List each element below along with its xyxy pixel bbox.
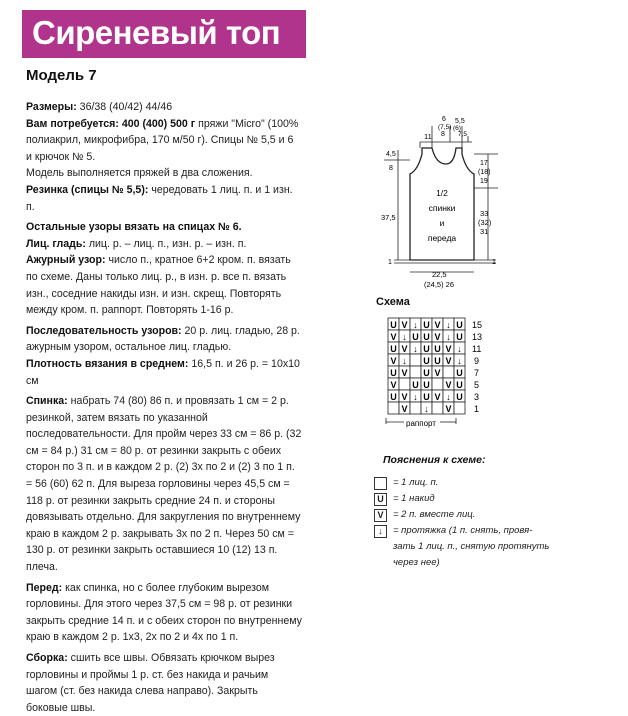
- dim-top-5-5: 5,5: [455, 118, 465, 125]
- title-banner: [22, 10, 306, 58]
- dim-top-7-5: (7,5): [438, 124, 452, 131]
- front-label: Перед:: [26, 581, 63, 594]
- stitch-chart: [384, 314, 494, 434]
- lace-label: Ажурный узор:: [26, 254, 106, 267]
- row-num-11: 11: [472, 344, 482, 354]
- dim-bottom-22-5: 22,5: [432, 270, 447, 279]
- chart-symbol: V: [401, 320, 408, 330]
- chart-symbol: V: [445, 344, 452, 354]
- chart-symbol: ↓: [446, 320, 451, 330]
- chart-symbol: U: [412, 332, 419, 342]
- sequence-label: Последовательность узоров:: [26, 324, 182, 337]
- chart-symbol: U: [423, 332, 430, 342]
- assembly-value: сшить все швы. Обвязать крючком вырез горловины и проймы 1 р. ст. без накида и рачьим шагом (ст. без накида слева направо). Закрыть боковые швы.: [26, 652, 275, 714]
- materials-label: Вам потребуется: 400 (400) 500 г: [26, 117, 196, 130]
- sequence-value: 20 р. лиц. гладью, 28 р. ажурным узором, остальное лиц. гладью.: [26, 324, 300, 354]
- chart-symbol: ↓: [446, 392, 451, 402]
- chart-symbol: V: [390, 380, 397, 390]
- chart-symbol: U: [423, 344, 430, 354]
- chart-cell: [410, 402, 421, 414]
- chart-symbol: U: [456, 320, 463, 330]
- chart-symbol: ↓: [457, 356, 462, 366]
- chart-symbol: ↓: [413, 344, 418, 354]
- row-num-9: 9: [474, 356, 480, 366]
- chart-cell: [432, 402, 443, 414]
- chart-symbol: V: [434, 320, 441, 330]
- garment-schematic: [380, 112, 510, 292]
- chart-symbol: U: [456, 392, 463, 402]
- dim-right-19: 19: [480, 178, 488, 185]
- chart-symbol: V: [434, 332, 441, 342]
- lace-value: число п., кратное 6+2 кром. п. вязать по схеме. Даны только лиц. р., в изн. р. все п. вязать изн., соседние накиды изн. и изн. скрещ. Повторять между кром. п. раппорт. Повторять 1-16 р.: [26, 254, 291, 317]
- dim-left-8: 8: [389, 165, 393, 172]
- chart-cell: [410, 366, 421, 378]
- dim-right-31: 31: [480, 227, 489, 236]
- schematic-label-4: переда: [427, 233, 457, 243]
- gauge-label: Плотность вязания в среднем:: [26, 357, 189, 370]
- row-num-13: 13: [472, 332, 483, 342]
- legend-k2tog-text: = 2 п. вместе лиц.: [393, 509, 476, 520]
- legend-k2tog-symbol: V: [374, 509, 387, 522]
- materials-paragraph: [26, 116, 302, 166]
- chart-symbol: V: [434, 368, 441, 378]
- chart-symbol: V: [445, 356, 452, 366]
- rib-paragraph: [26, 182, 302, 215]
- other-label: Остальные узоры вязать на спицах № 6.: [26, 221, 242, 234]
- dim-top-8: 8: [441, 131, 445, 138]
- other-paragraph: [26, 219, 302, 236]
- legend-yo-symbol: U: [374, 493, 387, 506]
- row-num-3: 3: [474, 392, 480, 402]
- rib-label: Резинка (спицы № 5,5):: [26, 183, 149, 196]
- chart-symbol: V: [401, 368, 408, 378]
- chart-symbol: V: [401, 392, 408, 402]
- legend-knit-symbol: [374, 477, 387, 490]
- rapport-label: раппорт: [406, 419, 436, 428]
- back-paragraph: [26, 393, 302, 576]
- chart-symbol: U: [412, 380, 419, 390]
- gauge-paragraph: [26, 356, 302, 389]
- chart-grid: [388, 318, 465, 414]
- chart-symbol: V: [401, 404, 408, 414]
- sizes-value: 36/38 (40/42) 44/46: [76, 101, 173, 113]
- chart-symbol: V: [434, 392, 441, 402]
- schematic-label-1: 1/2: [436, 188, 448, 198]
- chart-symbol: U: [423, 356, 430, 366]
- sequence-paragraph: [26, 323, 302, 356]
- assembly-label: Сборка:: [26, 652, 68, 664]
- chart-symbol: U: [390, 320, 397, 330]
- dim-right-17: 17: [480, 160, 488, 167]
- chart-symbol: U: [456, 332, 463, 342]
- chart-symbol: U: [390, 368, 397, 378]
- front-value: как спинка, но с более глубоким вырезом горловины. Для этого через 37,5 см = 98 р. от резинки закрыть средние 14 п. и с обеих сторон по внутреннему краю в каждом 2 р. 1х3, 2х по 2 и 4х по 1 п.: [26, 581, 302, 644]
- chart-cell: [443, 366, 454, 378]
- dim-right-33: 33: [480, 209, 489, 218]
- back-value: набрать 74 (80) 86 п. и провязать 1 см = 2 р. резинкой, затем вязать по указанной последовательности. Для пройм через 33 см = 86 р. (32 см = 84 р.) 31 см = 80 р. от резинки закрыть с обеих сторон по 3 п. и в каждом 2 р. (2) 3х по 2 и (2) 3 по 1 п. = 56 (60) 62 п. Для выреза горловины через 45,5 см = 118 р. от резинки закрыть средние 24 п. и стороны довязывать отдельно. Для закругления по внутреннему краю в каждом 2 р. закрывать 3х по 2 п. Через 50 см = 130 р. от резинки закрыть оставшиеся 10 (12) 13 п. плеча.: [26, 395, 302, 574]
- chart-symbol: V: [445, 380, 452, 390]
- chart-symbol: U: [456, 380, 463, 390]
- stockinette-value: лиц. р. – лиц. п., изн. р. – изн. п.: [85, 237, 247, 250]
- dim-left-37-5: 37,5: [381, 213, 396, 222]
- chart-symbol: U: [390, 392, 397, 402]
- back-label: Спинка:: [26, 395, 68, 408]
- chart-symbol: ↓: [446, 332, 451, 342]
- chart-cell: [388, 402, 399, 414]
- chart-symbol: ↓: [424, 404, 429, 414]
- chart-cell: [399, 378, 410, 390]
- chart-symbol: U: [390, 344, 397, 354]
- chart-symbol: U: [423, 380, 430, 390]
- schematic-label-2: спинки: [428, 203, 456, 213]
- dim-right-18: (18): [478, 169, 491, 176]
- legend-skp-text-1: = протяжка (1 п. снять, провя-: [393, 525, 533, 536]
- dim-top-6b: (6): [453, 125, 461, 132]
- front-paragraph: [26, 580, 302, 646]
- chart-title: Схема: [376, 296, 410, 308]
- chart-symbol: V: [390, 356, 397, 366]
- chart-symbol: V: [445, 404, 452, 414]
- dim-bottom-1-right: 1: [492, 259, 496, 266]
- chart-symbol: ↓: [402, 356, 407, 366]
- legend-skp-text-3: через нее): [393, 557, 440, 568]
- row-num-5: 5: [474, 380, 480, 390]
- assembly-paragraph: [26, 650, 302, 716]
- sizes-paragraph: [26, 99, 302, 116]
- model-heading: Модель 7: [26, 67, 97, 84]
- chart-symbol: ↓: [413, 392, 418, 402]
- chart-symbol: U: [434, 356, 441, 366]
- dim-left-4-5: 4,5: [386, 151, 396, 158]
- stockinette-label: Лиц. гладь:: [26, 237, 86, 250]
- chart-symbol: U: [434, 344, 441, 354]
- chart-cell: [432, 378, 443, 390]
- dim-right-32: (32): [478, 218, 492, 227]
- chart-symbol: U: [423, 392, 430, 402]
- page-title: Сиреневый топ: [32, 14, 281, 51]
- row-num-15: 15: [472, 320, 483, 330]
- chart-symbol: U: [456, 368, 463, 378]
- dim-bottom-1-left: 1: [388, 259, 392, 266]
- instructions-text: [26, 99, 302, 716]
- chart-symbol: V: [401, 344, 408, 354]
- chart-symbol: U: [423, 368, 430, 378]
- legend-yo-text: = 1 накид: [393, 493, 435, 504]
- legend-skp-symbol: ↓: [374, 525, 387, 538]
- chart-cell: [454, 402, 465, 414]
- note-paragraph: Модель выполняется пряжей в два сложения.: [26, 167, 253, 180]
- chart-symbol: ↓: [402, 332, 407, 342]
- sizes-label: Размеры:: [26, 101, 77, 113]
- materials-value: пряжи "Micro" (100% полиакрил, микрофибра, 170 м/50 г). Спицы № 5,5 и 6 и крючок № 5.: [26, 117, 299, 163]
- stockinette-paragraph: [26, 236, 302, 253]
- chart-symbol: ↓: [413, 320, 418, 330]
- row-num-7: 7: [474, 368, 480, 378]
- lace-paragraph: [26, 252, 302, 318]
- chart-symbol: U: [423, 320, 430, 330]
- chart-cell: [410, 354, 421, 366]
- rib-value: чередовать 1 лиц. п. и 1 изн. п.: [26, 183, 293, 213]
- dim-top-6: 6: [442, 116, 446, 123]
- legend-title: Пояснения к схеме:: [383, 454, 486, 466]
- chart-symbol: ↓: [457, 344, 462, 354]
- legend-knit-text: = 1 лиц. п.: [393, 477, 439, 488]
- dim-top-7-5b: 7,5: [458, 131, 468, 138]
- dim-top-11: 11: [424, 132, 432, 141]
- legend-skp-text-2: зать 1 лиц. п., снятую протянуть: [393, 541, 550, 552]
- dim-bottom-24-5: (24,5) 26: [424, 280, 455, 289]
- chart-symbol: V: [390, 332, 397, 342]
- schematic-label-3: и: [439, 218, 445, 228]
- gauge-value: 16,5 п. и 26 р. = 10х10 см: [26, 357, 300, 387]
- row-num-1: 1: [474, 404, 480, 414]
